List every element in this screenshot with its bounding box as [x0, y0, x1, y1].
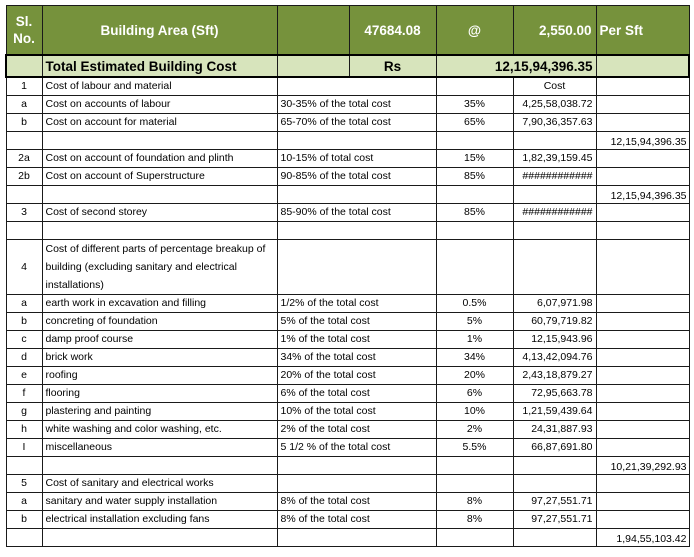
percentage-value [436, 132, 513, 150]
percentage-value: 35% [436, 96, 513, 114]
table-row [6, 349, 689, 367]
table-row [6, 511, 689, 529]
item-description: Cost of second storey [42, 204, 277, 222]
percentage-value [436, 77, 513, 96]
subtotal-amount [596, 313, 689, 331]
item-number: 2b [6, 168, 42, 186]
subtotal-amount [596, 222, 689, 240]
percentage-range [277, 457, 436, 475]
table-row [6, 168, 689, 186]
percentage-range: 10-15% of total cost [277, 150, 436, 168]
item-description: roofing [42, 367, 277, 385]
item-number: 5 [6, 475, 42, 493]
cost-amount: 60,79,719.82 [513, 313, 596, 331]
percentage-value [436, 240, 513, 295]
item-description [42, 186, 277, 204]
item-description: Cost on accounts of labour [42, 96, 277, 114]
percentage-value: 85% [436, 168, 513, 186]
cost-estimate-table [5, 5, 690, 547]
percentage-value: 5.5% [436, 439, 513, 457]
item-number: a [6, 493, 42, 511]
table-row [6, 295, 689, 313]
table-row [6, 475, 689, 493]
subtotal-amount [596, 331, 689, 349]
table-row [6, 96, 689, 114]
percentage-range: 65-70% of the total cost [277, 114, 436, 132]
cost-amount: ############ [513, 168, 596, 186]
building-area-value: 47684.08 [349, 6, 436, 56]
cost-amount [513, 457, 596, 475]
table-row [6, 367, 689, 385]
total-cost-label: Total Estimated Building Cost [42, 55, 277, 77]
sl-no-header: Sl. No. [6, 6, 42, 56]
item-description: concreting of foundation [42, 313, 277, 331]
item-description: earth work in excavation and filling [42, 295, 277, 313]
table-row [6, 77, 689, 96]
subtotal-amount [596, 367, 689, 385]
rate-value: 2,550.00 [513, 6, 596, 56]
percentage-value [436, 457, 513, 475]
percentage-range: 1% of the total cost [277, 331, 436, 349]
item-description: brick work [42, 349, 277, 367]
table-row [6, 421, 689, 439]
percentage-range: 20% of the total cost [277, 367, 436, 385]
percentage-range: 6% of the total cost [277, 385, 436, 403]
item-number [6, 132, 42, 150]
item-description: Cost of different parts of percentage breakup of building (excluding sanitary and electrical installations) [42, 240, 277, 295]
percentage-value [436, 475, 513, 493]
percentage-value: 2% [436, 421, 513, 439]
item-number: I [6, 439, 42, 457]
percentage-range: 2% of the total cost [277, 421, 436, 439]
percentage-range: 8% of the total cost [277, 511, 436, 529]
percentage-value: 6% [436, 385, 513, 403]
cost-amount: 12,15,943.96 [513, 331, 596, 349]
subtotal-amount: 10,21,39,292.93 [596, 457, 689, 475]
cost-amount [513, 240, 596, 295]
cost-amount: 1,82,39,159.45 [513, 150, 596, 168]
table-row [6, 313, 689, 331]
total-cost-amount: 12,15,94,396.35 [436, 55, 596, 77]
subtotal-amount: 12,15,94,396.35 [596, 132, 689, 150]
item-number: 1 [6, 77, 42, 96]
table-row [6, 186, 689, 204]
percentage-range: 5% of the total cost [277, 313, 436, 331]
item-number: 3 [6, 204, 42, 222]
table-row [6, 204, 689, 222]
item-description: white washing and color washing, etc. [42, 421, 277, 439]
total-empty-cell [596, 55, 689, 77]
item-description: Cost of sanitary and electrical works [42, 475, 277, 493]
percentage-range [277, 186, 436, 204]
item-number [6, 222, 42, 240]
item-number: 4 [6, 240, 42, 295]
cost-amount: 1,21,59,439.64 [513, 403, 596, 421]
percentage-range [277, 529, 436, 547]
table-row [6, 150, 689, 168]
item-number: e [6, 367, 42, 385]
subtotal-amount [596, 421, 689, 439]
item-description: miscellaneous [42, 439, 277, 457]
percentage-value [436, 186, 513, 204]
table-row [6, 385, 689, 403]
subtotal-amount [596, 295, 689, 313]
item-number: d [6, 349, 42, 367]
total-empty-cell [277, 55, 349, 77]
table-row [6, 493, 689, 511]
cost-amount: 4,13,42,094.76 [513, 349, 596, 367]
subtotal-amount [596, 385, 689, 403]
item-number: f [6, 385, 42, 403]
table-row [6, 331, 689, 349]
percentage-range [277, 77, 436, 96]
item-number [6, 529, 42, 547]
table-row [6, 114, 689, 132]
item-number: a [6, 96, 42, 114]
cost-amount: 6,07,971.98 [513, 295, 596, 313]
subtotal-amount [596, 96, 689, 114]
item-description: electrical installation excluding fans [42, 511, 277, 529]
subtotal-amount [596, 475, 689, 493]
percentage-value: 34% [436, 349, 513, 367]
table-row [6, 403, 689, 421]
percentage-range: 8% of the total cost [277, 493, 436, 511]
percentage-value: 15% [436, 150, 513, 168]
item-number: b [6, 114, 42, 132]
item-description: Cost of labour and material [42, 77, 277, 96]
cost-amount: Cost [513, 77, 596, 96]
percentage-value: 0.5% [436, 295, 513, 313]
percentage-value: 20% [436, 367, 513, 385]
total-empty-cell [6, 55, 42, 77]
subtotal-amount [596, 403, 689, 421]
item-number: g [6, 403, 42, 421]
percentage-value: 65% [436, 114, 513, 132]
percentage-value: 8% [436, 511, 513, 529]
item-number: a [6, 295, 42, 313]
currency-label: Rs [349, 55, 436, 77]
item-number [6, 457, 42, 475]
table-row [6, 132, 689, 150]
subtotal-amount [596, 511, 689, 529]
item-description: Cost on account of foundation and plinth [42, 150, 277, 168]
rate-unit: Per Sft [596, 6, 689, 56]
cost-amount [513, 475, 596, 493]
table-row [6, 529, 689, 547]
item-description: damp proof course [42, 331, 277, 349]
percentage-value: 5% [436, 313, 513, 331]
header-empty-cell [277, 6, 349, 56]
item-description: flooring [42, 385, 277, 403]
percentage-range: 1/2% of the total cost [277, 295, 436, 313]
item-description: sanitary and water supply installation [42, 493, 277, 511]
subtotal-amount [596, 349, 689, 367]
cost-amount: 2,43,18,879.27 [513, 367, 596, 385]
table-row [6, 240, 689, 295]
subtotal-amount [596, 493, 689, 511]
cost-amount: 97,27,551.71 [513, 493, 596, 511]
item-description [42, 457, 277, 475]
percentage-value: 85% [436, 204, 513, 222]
percentage-range: 85-90% of the total cost [277, 204, 436, 222]
cost-amount: 72,95,663.78 [513, 385, 596, 403]
cost-amount [513, 186, 596, 204]
subtotal-amount: 12,15,94,396.35 [596, 186, 689, 204]
percentage-value [436, 529, 513, 547]
cost-amount [513, 529, 596, 547]
item-number: h [6, 421, 42, 439]
percentage-range [277, 240, 436, 295]
cost-amount: 97,27,551.71 [513, 511, 596, 529]
cost-amount [513, 222, 596, 240]
percentage-value: 1% [436, 331, 513, 349]
percentage-range: 5 1/2 % of the total cost [277, 439, 436, 457]
table-row [6, 439, 689, 457]
subtotal-amount [596, 114, 689, 132]
item-number: b [6, 511, 42, 529]
item-number: b [6, 313, 42, 331]
header-row [6, 6, 689, 56]
percentage-range: 34% of the total cost [277, 349, 436, 367]
item-number: 2a [6, 150, 42, 168]
subtotal-amount: 1,94,55,103.42 [596, 529, 689, 547]
percentage-range: 90-85% of the total cost [277, 168, 436, 186]
total-cost-row [6, 55, 689, 77]
subtotal-amount [596, 240, 689, 295]
percentage-range [277, 475, 436, 493]
item-number: c [6, 331, 42, 349]
cost-amount [513, 132, 596, 150]
subtotal-amount [596, 439, 689, 457]
subtotal-amount [596, 150, 689, 168]
item-description [42, 132, 277, 150]
subtotal-amount [596, 204, 689, 222]
item-description [42, 529, 277, 547]
item-description: Cost on account for material [42, 114, 277, 132]
subtotal-amount [596, 77, 689, 96]
building-area-label: Building Area (Sft) [42, 6, 277, 56]
cost-amount: 66,87,691.80 [513, 439, 596, 457]
percentage-range [277, 132, 436, 150]
cost-amount: 7,90,36,357.63 [513, 114, 596, 132]
percentage-range: 30-35% of the total cost [277, 96, 436, 114]
at-symbol: @ [436, 6, 513, 56]
table-row [6, 457, 689, 475]
cost-amount: 24,31,887.93 [513, 421, 596, 439]
percentage-value: 8% [436, 493, 513, 511]
cost-amount: 4,25,58,038.72 [513, 96, 596, 114]
item-description [42, 222, 277, 240]
percentage-value [436, 222, 513, 240]
cost-amount: ############ [513, 204, 596, 222]
item-description: plastering and painting [42, 403, 277, 421]
percentage-range: 10% of the total cost [277, 403, 436, 421]
percentage-range [277, 222, 436, 240]
subtotal-amount [596, 168, 689, 186]
item-number [6, 186, 42, 204]
table-row [6, 222, 689, 240]
percentage-value: 10% [436, 403, 513, 421]
item-description: Cost on account of Superstructure [42, 168, 277, 186]
